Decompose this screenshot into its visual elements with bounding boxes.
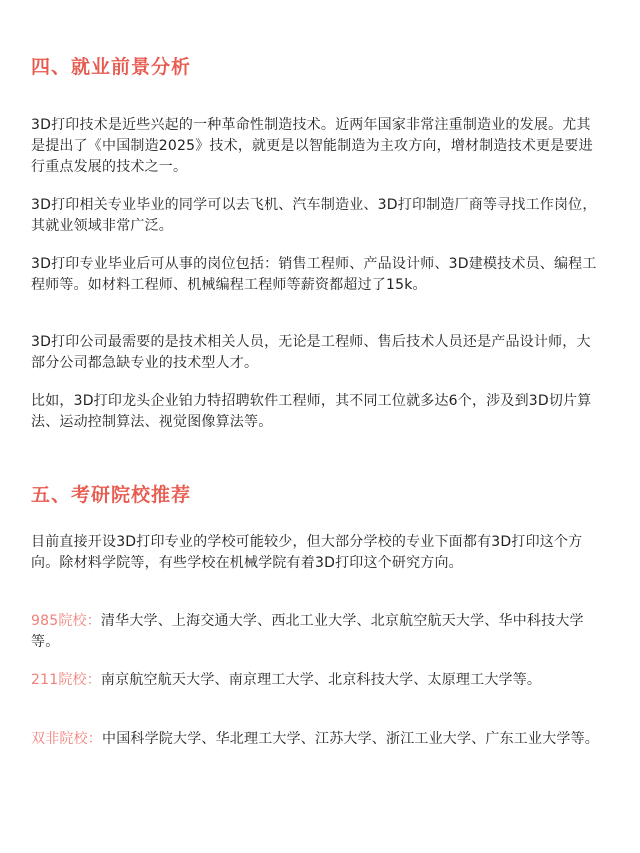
paragraph-job-fields: 3D打印相关专业毕业的同学可以去飞机、汽车制造业、3D打印制造厂商等寻找工作岗位，其就业领域非常广泛。 bbox=[31, 197, 597, 234]
paragraph-talent-demand: 3D打印公司最需要的是技术相关人员，无论是工程师、售后技术人员还是产品设计师，大部分公司都急缺专业的技术型人才。 bbox=[31, 334, 591, 371]
school-group-211 bbox=[31, 670, 603, 691]
paragraph-grad-school-intro: 目前直接开设3D打印专业的学校可能较少，但大部分学校的专业下面都有3D打印这个方向。除材料学院等，有些学校在机械学院有着3D打印这个研究方向。 bbox=[31, 534, 583, 571]
school-group-label: 985院校： bbox=[31, 613, 101, 629]
school-group-list: 中国科学院大学、华北理工大学、江苏大学、浙江工业大学、广东工业大学等。 bbox=[102, 731, 599, 747]
paragraph-3d-printing-intro: 3D打印技术是近些兴起的一种革命性制造技术。近两年国家非常注重制造业的发展。尤其是提出了《中国制造2025》技术，就更是以智能制造为主攻方向，增材制造技术更是要进行重点发展的技术之一。 bbox=[31, 117, 593, 175]
school-group-label: 211院校： bbox=[31, 672, 101, 688]
paragraph-job-positions: 3D打印专业毕业后可从事的岗位包括：销售工程师、产品设计师、3D建模技术员、编程工程师等。如材料工程师、机械编程工程师等薪资都超过了15k。 bbox=[31, 256, 597, 293]
school-group-list: 南京航空航天大学、南京理工大学、北京科技大学、太原理工大学等。 bbox=[100, 672, 542, 688]
school-group-list: 清华大学、上海交通大学、西北工业大学、北京航空航天大学、华中科技大学等。 bbox=[31, 613, 584, 650]
school-group-label: 双非院校： bbox=[31, 731, 102, 747]
paragraph-bright-laser-example: 比如，3D打印龙头企业铂力特招聘软件工程师，其不同工位就多达6个，涉及到3D切片算法、运动控制算法、视觉图像算法等。 bbox=[31, 393, 592, 430]
section-title-grad-school-recommendations: 五、考研院校推荐 bbox=[31, 484, 192, 506]
school-group-985 bbox=[31, 611, 603, 653]
section-title-employment-outlook: 四、就业前景分析 bbox=[31, 56, 192, 78]
school-group-non-211 bbox=[31, 729, 603, 750]
